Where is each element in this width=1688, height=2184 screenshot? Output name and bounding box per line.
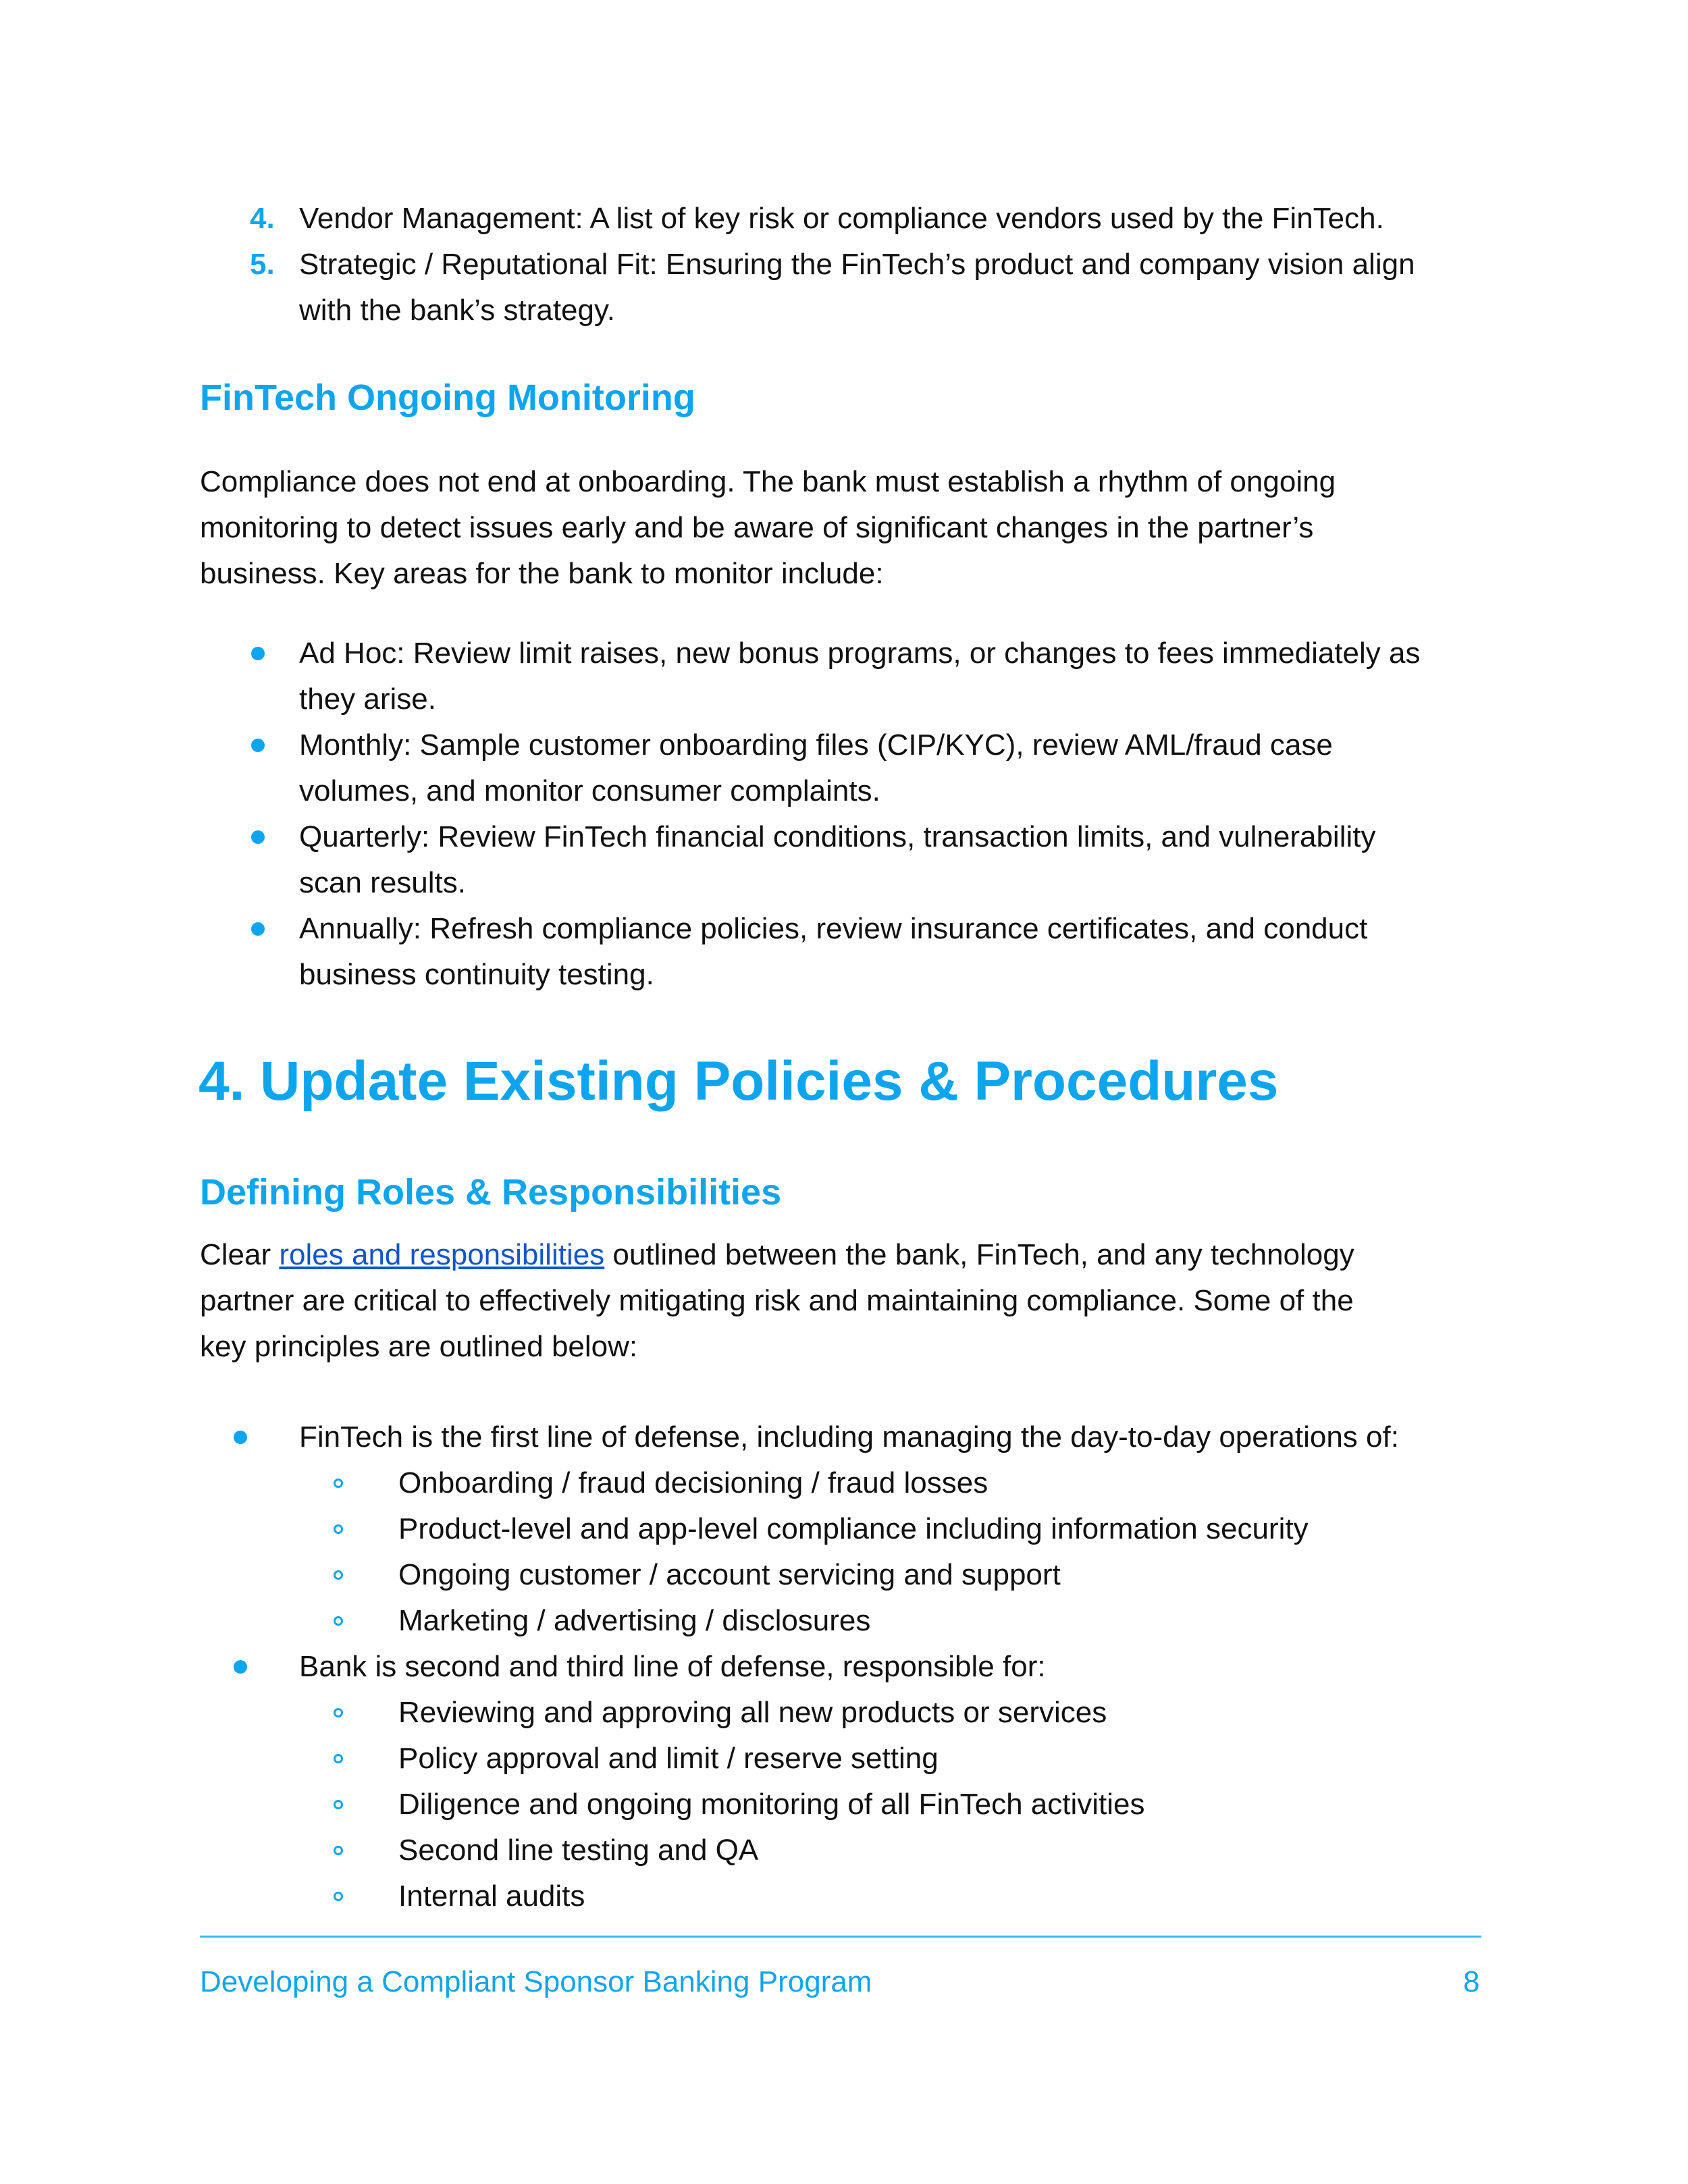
- paragraph-line: business. Key areas for the bank to monitor include:: [200, 557, 884, 590]
- list-number: 4.: [250, 202, 275, 235]
- sub-item-policy-approval: Policy approval and limit / reserve setting: [398, 1742, 939, 1775]
- sub-item-reviewing-products: Reviewing and approving all new products or services: [398, 1696, 1107, 1729]
- bullet-icon: [251, 647, 265, 660]
- sub-item-onboarding: Onboarding / fraud decisioning / fraud losses: [398, 1466, 988, 1499]
- sub-item-second-line-testing: Second line testing and QA: [398, 1834, 759, 1867]
- list-item-strategic-fit: Strategic / Reputational Fit: Ensuring the FinTech’s product and company vision align: [299, 248, 1415, 281]
- bullet-icon: [251, 922, 265, 936]
- sub-item-marketing: Marketing / advertising / disclosures: [398, 1604, 871, 1637]
- sub-bullet-icon: [334, 1708, 343, 1717]
- sub-bullet-icon: [334, 1800, 343, 1809]
- paragraph-line: Compliance does not end at onboarding. The bank must establish a rhythm of ongoing: [200, 465, 1336, 498]
- page-number: 8: [1463, 1965, 1480, 1998]
- bullet-icon: [234, 1660, 247, 1674]
- list-item-ad-hoc-line2: they arise.: [299, 683, 436, 716]
- sub-bullet-icon: [334, 1754, 343, 1763]
- paragraph-text: Clear: [200, 1238, 280, 1271]
- paragraph-text: outlined between the bank, FinTech, and any technology: [604, 1238, 1354, 1271]
- footer-title: Developing a Compliant Sponsor Banking Program: [200, 1965, 872, 1998]
- sub-bullet-icon: [334, 1616, 343, 1626]
- heading-ongoing-monitoring: FinTech Ongoing Monitoring: [200, 377, 695, 418]
- roles-responsibilities-link[interactable]: roles and responsibilities: [279, 1238, 605, 1271]
- sub-bullet-icon: [334, 1524, 343, 1534]
- list-item-vendor-management: Vendor Management: A list of key risk or compliance vendors used by the FinTech.: [299, 202, 1384, 235]
- sub-bullet-icon: [334, 1892, 343, 1901]
- list-item-annually-line2: business continuity testing.: [299, 958, 654, 991]
- sub-item-customer-servicing: Ongoing customer / account servicing and support: [398, 1558, 1061, 1591]
- list-item-ad-hoc: Ad Hoc: Review limit raises, new bonus programs, or changes to fees immediately as: [299, 637, 1421, 670]
- heading-roles-responsibilities: Defining Roles & Responsibilities: [200, 1172, 782, 1213]
- list-item-monthly-line2: volumes, and monitor consumer complaints.: [299, 774, 880, 807]
- paragraph-line: monitoring to detect issues early and be aware of significant changes in the partner’s: [200, 511, 1314, 544]
- bullet-icon: [234, 1431, 247, 1444]
- sub-item-product-compliance: Product-level and app-level compliance including information security: [398, 1512, 1309, 1545]
- sub-bullet-icon: [334, 1846, 343, 1855]
- paragraph-line: partner are critical to effectively mitigating risk and maintaining compliance. Some of the: [200, 1284, 1354, 1317]
- sub-bullet-icon: [334, 1570, 343, 1580]
- bullet-icon: [251, 739, 265, 752]
- bullet-icon: [251, 830, 265, 844]
- sub-bullet-icon: [334, 1479, 343, 1488]
- sub-item-internal-audits: Internal audits: [398, 1880, 585, 1913]
- list-item-strategic-fit-line2: with the bank’s strategy.: [299, 294, 615, 327]
- paragraph-line: key principles are outlined below:: [200, 1330, 638, 1363]
- sub-item-diligence: Diligence and ongoing monitoring of all FinTech activities: [398, 1788, 1145, 1821]
- list-item-annually: Annually: Refresh compliance policies, review insurance certificates, and conduct: [299, 912, 1368, 945]
- paragraph-line: [200, 1232, 1354, 1278]
- list-item-quarterly: Quarterly: Review FinTech financial conditions, transaction limits, and vulnerability: [299, 820, 1376, 853]
- list-item-monthly: Monthly: Sample customer onboarding files (CIP/KYC), review AML/fraud case: [299, 728, 1333, 762]
- footer-divider: [200, 1936, 1481, 1938]
- list-number: 5.: [250, 248, 275, 281]
- heading-section-4: 4. Update Existing Policies & Procedures: [199, 1050, 1279, 1112]
- list-item-fintech-first-line: FinTech is the first line of defense, including managing the day-to-day operations of:: [299, 1420, 1399, 1454]
- list-item-quarterly-line2: scan results.: [299, 866, 466, 899]
- list-item-bank-second-line: Bank is second and third line of defense, responsible for:: [299, 1650, 1046, 1683]
